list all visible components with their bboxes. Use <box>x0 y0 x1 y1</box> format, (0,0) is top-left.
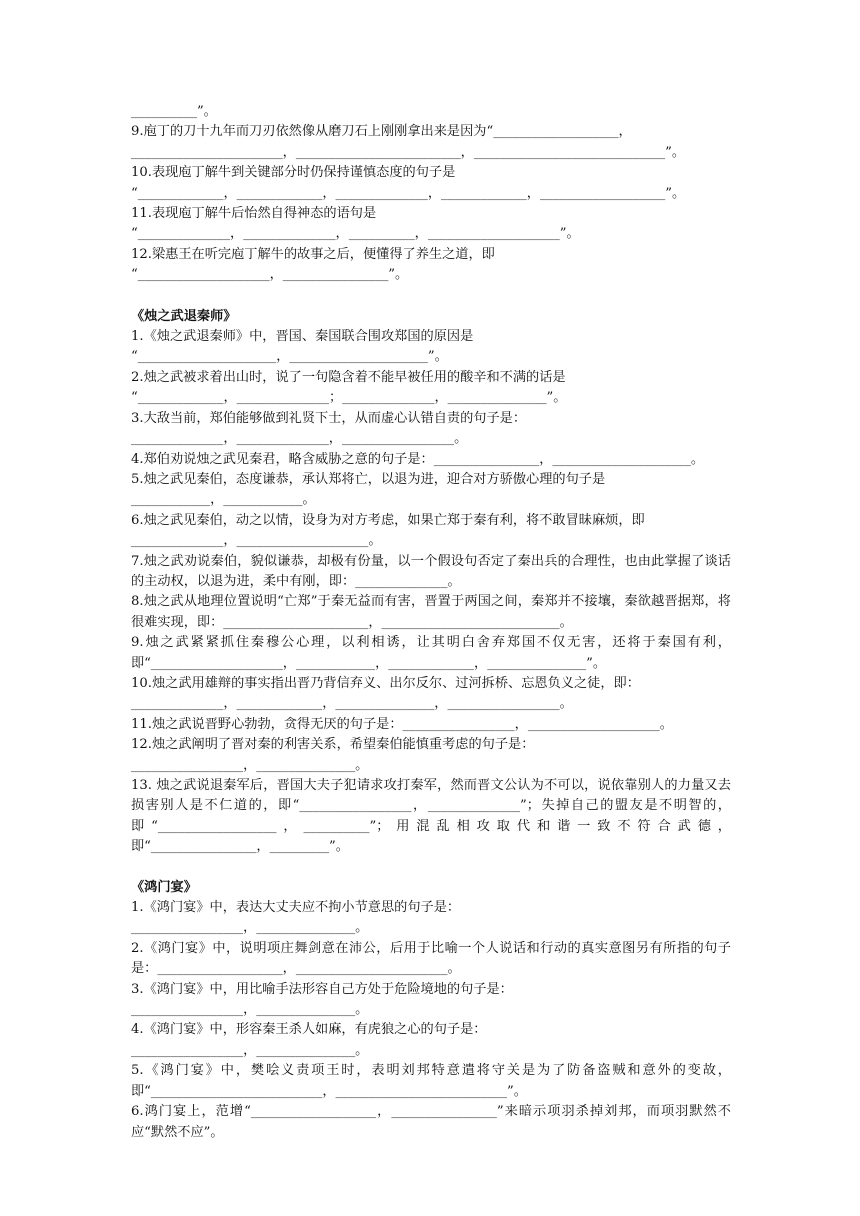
text-line: 3.大敌当前，郑伯能够做到礼贤下士，从而虚心认错自责的句子是： <box>131 410 527 426</box>
text-line: __________”。 <box>131 104 217 119</box>
text-line: ______________，_____________，_______________，_________________。 <box>131 696 573 712</box>
text-line: ____________，____________。 <box>131 492 316 508</box>
text-line: 9.庖丁的刀十九年而刀刃依然像从磨刀石上刚刚拿出来是因为“___________________， <box>131 124 632 140</box>
text-line: 10.烛之武用雄辩的事实指出晋乃背信弃义、出尔反尔、过河拆桥、忘恩负义之徒，即： <box>131 675 640 691</box>
text-line: “_____________，_____________，______________，_____________，___________________”。 <box>131 185 686 201</box>
text-line: “______________，______________，__________，____________________”。 <box>131 226 580 242</box>
text-line: 12.烛之武阐明了晋对秦的利害关系，希望秦伯能慎重考虑的句子是： <box>131 737 535 753</box>
section-heading-hongmenyan: 《鸿门宴》 <box>131 879 197 895</box>
text-line: 5.烛之武见秦伯，态度谦恭，承认郑将亡，以退为进，迎合对方骄傲心理的句子是 <box>131 471 606 487</box>
text-line: 6.烛之武见秦伯，动之以情，设身为对方考虑，如果亡郑于秦有利，将不敢冒昧麻烦，即 <box>131 512 645 528</box>
text-line: 10.表现庖丁解牛到关键部分时仍保持谨慎态度的句子是 <box>131 165 456 181</box>
text-line: 3.《鸿门宴》中，用比喻手法形容自己方处于危险境地的句子是： <box>131 981 513 997</box>
text-line: 2.烛之武被求着出山时，说了一句隐含着不能早被任用的酸辛和不满的话是 <box>131 369 566 385</box>
section-heading-zhuzhiwu: 《烛之武退秦师》 <box>131 308 237 324</box>
text-line: 11.烛之武说晋野心勃勃，贪得无厌的句子是：_________________，____________________。 <box>131 716 673 732</box>
text-paragraph: 2.《鸿门宴》中，说明项庄舞剑意在沛公，后用于比喻一个人说话和行动的真实意图另有所指的句子是：___________________，_______________________。 <box>131 940 731 977</box>
text-line: _______________________，_________________________，_____________________________”。 <box>131 144 686 160</box>
text-line: 11.表现庖丁解牛后怡然自得神态的语句是 <box>131 206 377 222</box>
text-paragraph: 6.鸿门宴上，范增“___________________，________________”来暗示项羽杀掉刘邦，而项羽默然不应“默然不应”。 <box>131 1104 731 1140</box>
text-line: “_____________，______________；______________，_______________”。 <box>131 390 567 406</box>
text-paragraph: 7.烛之武劝说秦伯，貌似谦恭，却极有份量，以一个假设句否定了秦出兵的合理性，也由此掌握了谈话的主动权，以退为进，柔中有刚，即：______________。 <box>131 553 731 589</box>
text-line: 1.《鸿门宴》中，表达大丈夫应不拘小节意思的句子是： <box>131 900 461 916</box>
text-paragraph: 13. 烛之武说退秦军后，晋国大夫子犯请求攻打秦军，然而晋文公认为不可以，说依靠别人的力量又去损害别人是不仁道的，即“_________________，______________”；失掉自己的盟友是不明智的，即“__________________，__________”；用混乱相攻取代和谐一致不符合武德，即“________________，_________”。 <box>131 778 731 855</box>
text-line: ______________，______________，_________________。 <box>131 431 468 447</box>
text-line: 4.郑伯劝说烛之武见秦君，略含威胁之意的句子是：________________，_____________________。 <box>131 451 705 467</box>
document-page <box>131 102 731 1143</box>
text-line: _________________，_______________。 <box>131 1002 369 1018</box>
text-line: 1.《烛之武退秦师》中，晋国、秦国联合围攻郑国的原因是 <box>131 329 474 345</box>
text-line: _________________，_______________。 <box>131 920 369 936</box>
text-paragraph: 5.《鸿门宴》中，樊哙义责项王时，表明刘邦特意遣将守关是为了防备盗贼和意外的变故，即“__________________________，__________________________”。 <box>131 1063 731 1099</box>
text-line: _________________，_______________。 <box>131 1042 369 1058</box>
text-paragraph: 9.烛之武紧紧抓住秦穆公心理，以利相诱，让其明白舍弃郑国不仅无害，还将于秦国有利，即“____________________，____________，_____________，_______________”。 <box>131 635 731 671</box>
text-line: 4.《鸿门宴》中，形容秦王杀人如麻，有虎狼之心的句子是： <box>131 1022 487 1038</box>
text-line: ______________，____________________。 <box>131 533 382 549</box>
text-paragraph: 8.烛之武从地理位置说明“亡郑”于秦无益而有害，晋置于两国之间，秦郑并不接壤，秦欲越晋据郑，将很难实现，即：______________________，___________________________。 <box>131 594 731 630</box>
text-line: “_____________________，_____________________”。 <box>131 349 448 365</box>
text-line: _________________，_______________。 <box>131 757 369 773</box>
text-line: 12.梁惠王在听完庖丁解牛的故事之后，便懂得了养生之道，即 <box>131 246 495 262</box>
text-line: “____________________，________________”。 <box>131 267 409 283</box>
